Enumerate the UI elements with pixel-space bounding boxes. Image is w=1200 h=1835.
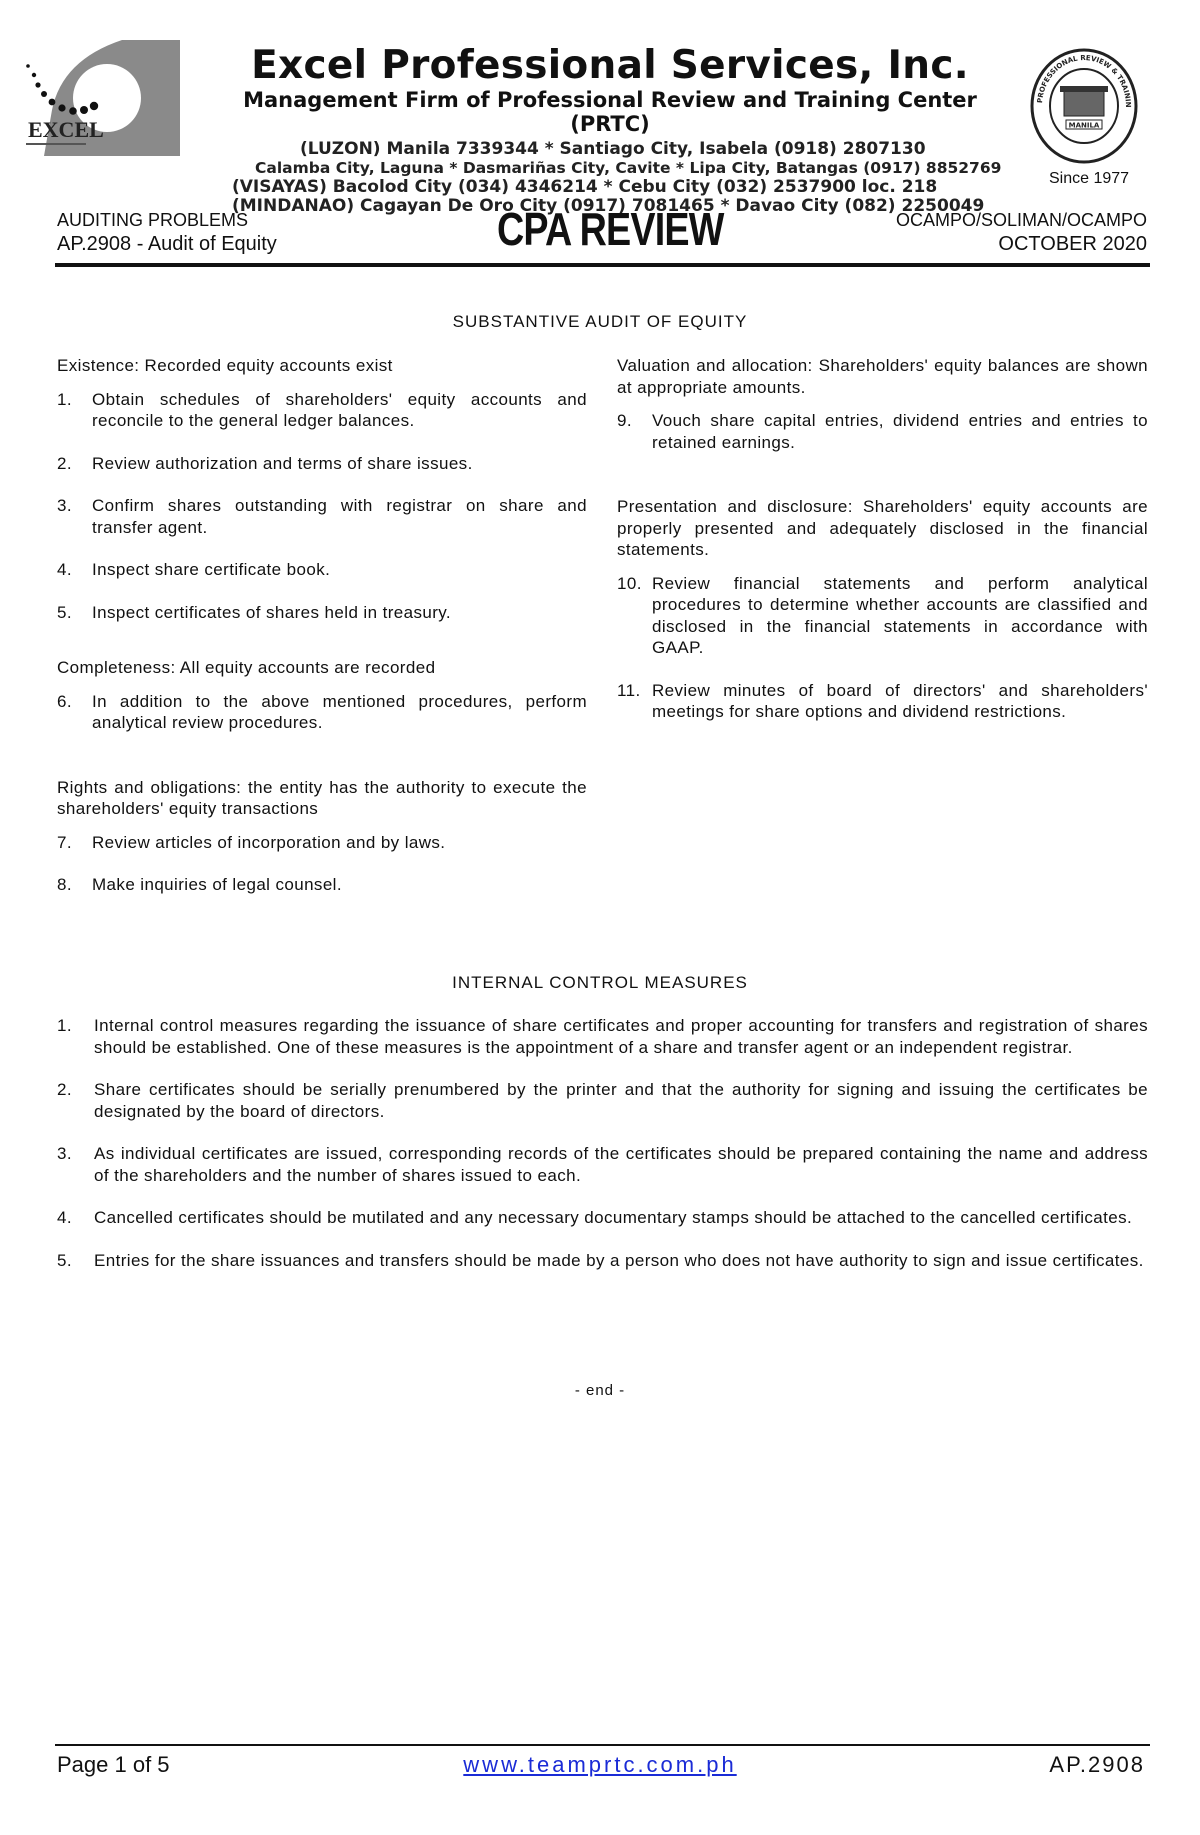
header-divider	[55, 263, 1150, 267]
presentation-heading: Presentation and disclosure: Shareholders' equity accounts are properly presented and adequately disclosed in the financial statements.	[617, 497, 1148, 559]
seal-text: PROFESSIONAL REVIEW & TRAININ	[1036, 53, 1133, 108]
address-visayas: (VISAYAS) Bacolod City (034) 4346214 * Cebu City (032) 2537900 loc. 218	[232, 177, 938, 197]
company-name: Excel Professional Services, Inc.	[251, 43, 969, 88]
internal-control-list	[57, 1015, 1148, 1271]
list-item: 3. Confirm shares outstanding with registrar on share and transfer agent.	[57, 496, 587, 537]
list-item: 3. As individual certificates are issued, corresponding records of the certificates should be prepared containing the name and address of the shareholders and the number of shares issued to each.	[57, 1144, 1148, 1185]
list-item: 9. Vouch share capital entries, dividend entries and entries to retained earnings.	[617, 411, 1148, 452]
excel-logo	[22, 40, 180, 156]
substantive-title: SUBSTANTIVE AUDIT OF EQUITY	[452, 312, 748, 331]
completeness-heading: Completeness: All equity accounts are recorded	[57, 658, 436, 677]
list-item: 11. Review minutes of board of directors' and shareholders' meetings for share options and dividend restrictions.	[617, 680, 1148, 721]
list-item: 4. Inspect share certificate book.	[57, 560, 331, 579]
list-item: 8. Make inquiries of legal counsel.	[57, 875, 342, 894]
doc-code-title: AP.2908 - Audit of Equity	[57, 233, 277, 255]
seal-city: MANILA	[1068, 121, 1100, 130]
footer-divider	[55, 1744, 1150, 1746]
list-item: 6. In addition to the above mentioned procedures, perform analytical review procedures.	[57, 691, 587, 732]
page-number: Page 1 of 5	[57, 1752, 170, 1777]
list-item: 5. Entries for the share issuances and transfers should be made by a person who does not have authority to sign and issue certificates.	[57, 1250, 1144, 1270]
since-label: Since 1977	[1048, 170, 1130, 187]
address-south-luzon: Calamba City, Laguna * Dasmariñas City, Cavite * Lipa City, Batangas (0917) 8852769	[255, 159, 1002, 177]
existence-heading: Existence: Recorded equity accounts exist	[57, 356, 393, 375]
list-item: 2. Review authorization and terms of share issues.	[57, 453, 473, 473]
authors-label: OCAMPO/SOLIMAN/OCAMPO	[895, 210, 1147, 230]
doc-meta-left	[57, 208, 277, 256]
list-item: 10. Review financial statements and perform analytical procedures to determine whether accounts are classified and disclosed in the financial statements in accordance with GAAP.	[617, 573, 1148, 657]
doc-date: OCTOBER 2020	[998, 233, 1147, 255]
list-item: 7. Review articles of incorporation and by laws.	[57, 832, 446, 852]
subject-label: AUDITING PROBLEMS	[57, 210, 249, 230]
footer-doc-code: AP.2908	[1049, 1752, 1145, 1777]
list-item: 5. Inspect certificates of shares held in treasury.	[57, 602, 452, 622]
internal-control-title: INTERNAL CONTROL MEASURES	[452, 973, 748, 992]
list-item: 1. Internal control measures regarding the issuance of share certificates and proper accounting for transfers and registration of shares should be established. One of these measures is the appointment of a share and transfer agent or an independent registrar.	[57, 1016, 1148, 1057]
logo-wordmark: EXCEL	[28, 117, 104, 142]
end-marker: - end -	[574, 1382, 626, 1399]
company-subtitle: Management Firm of Professional Review and Training Center (PRTC)	[243, 88, 977, 136]
website-link[interactable]: www.teamprtc.com.ph	[463, 1752, 737, 1777]
valuation-heading: Valuation and allocation: Shareholders' equity balances are shown at appropriate amounts.	[617, 356, 1148, 397]
list-item: 1. Obtain schedules of shareholders' equity accounts and reconcile to the general ledger balances.	[57, 389, 587, 430]
doc-meta-right	[896, 208, 1147, 256]
list-item: 2. Share certificates should be serially prenumbered by the printer and that the authority for signing and issuing the certificates be designated by the board of directors.	[57, 1080, 1148, 1121]
company-header	[205, 44, 1015, 216]
address-luzon: (LUZON) Manila 7339344 * Santiago City, Isabela (0918) 2807130	[300, 139, 926, 159]
cpa-review-banner: CPA REVIEW	[497, 203, 724, 255]
prtc-seal-icon	[1030, 48, 1138, 166]
rights-heading: Rights and obligations: the entity has the authority to execute the shareholders' equity transactions	[57, 777, 587, 818]
list-item: 4. Cancelled certificates should be mutilated and any necessary documentary stamps should be attached to the cancelled certificates.	[57, 1208, 1133, 1227]
left-column	[57, 355, 587, 896]
address-mindanao: (MINDANAO) Cagayan De Oro City (0917) 7081465 * Davao City (082) 2250049	[232, 196, 985, 216]
right-column	[617, 355, 1148, 723]
